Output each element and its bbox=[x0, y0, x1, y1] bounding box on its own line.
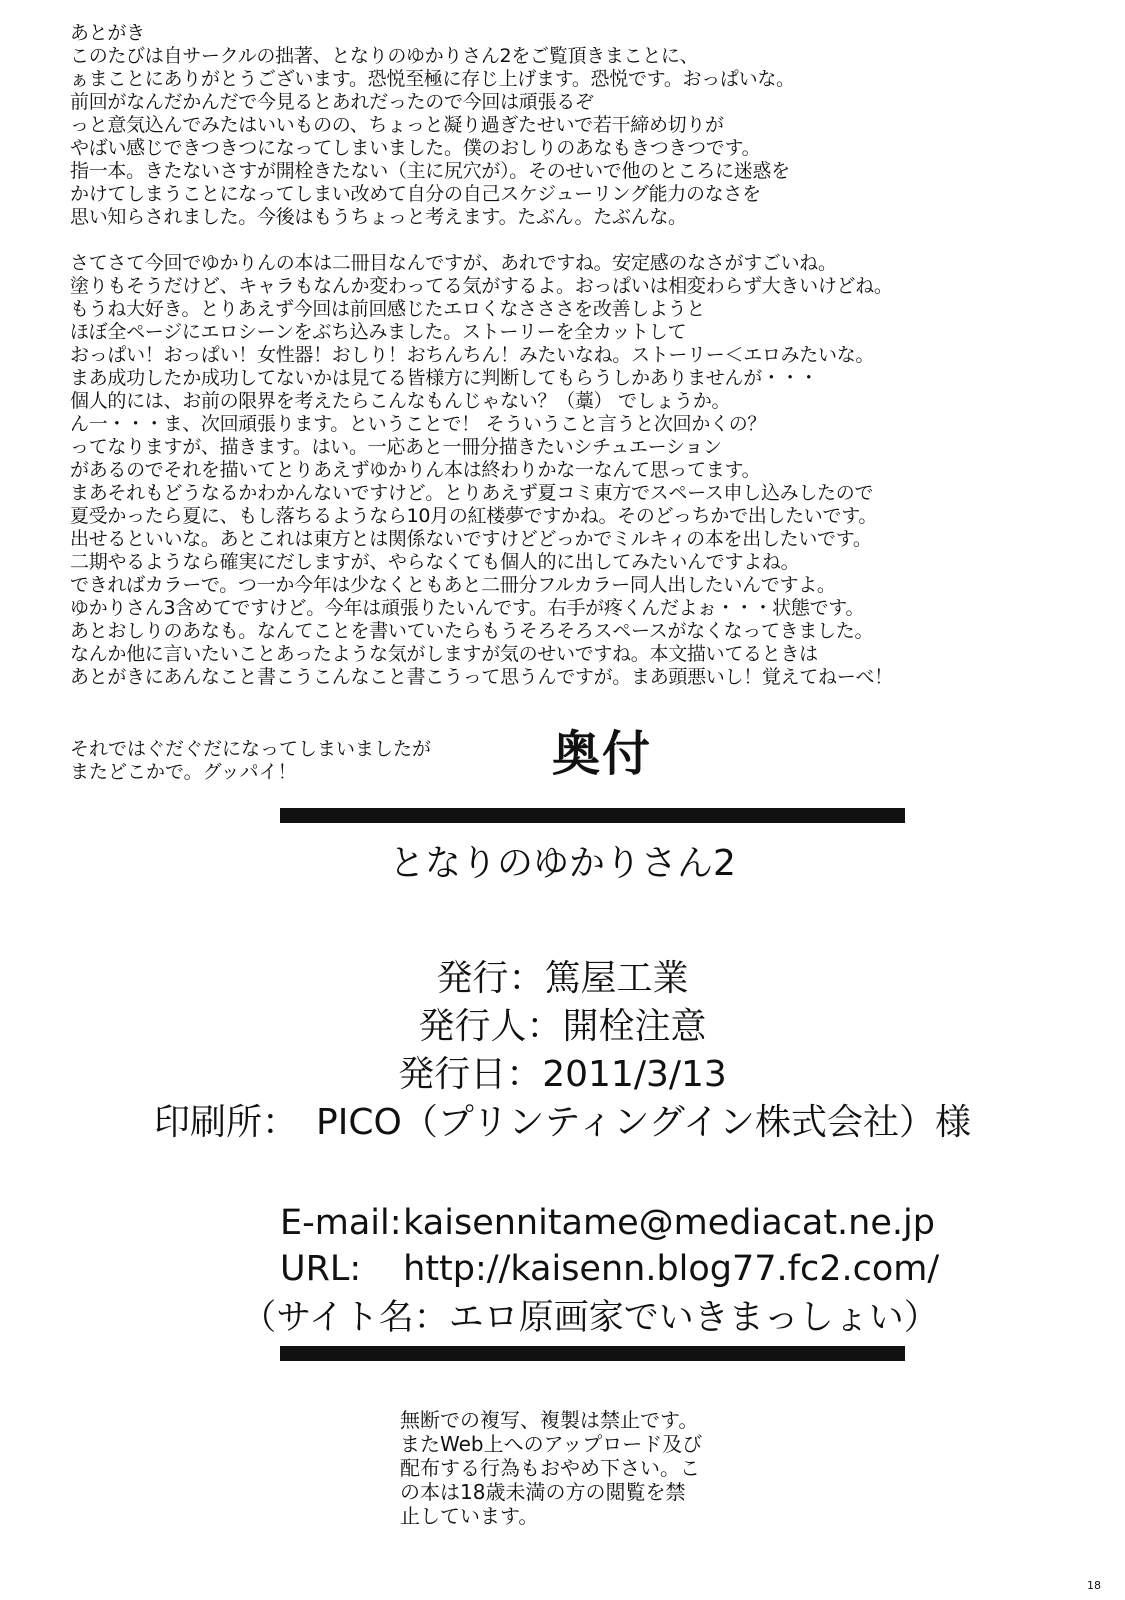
notice-line: の本は18歳未満の方の閲覧を禁 bbox=[400, 1480, 686, 1504]
text-line: ぁまことにありがとうございます。恐悦至極に存じ上げます。恐悦です。おっぱいな。 bbox=[70, 68, 795, 90]
text-line: 思い知らされました。今後はもうちょっと考えます。たぶん。たぶんな。 bbox=[70, 206, 687, 228]
email-label: E-mail: bbox=[280, 1203, 402, 1243]
url-label: URL: bbox=[280, 1249, 362, 1289]
text-line: できればカラーで。つ一か今年は少なくともあと二冊分フルカラー同人出したいんですよ。 bbox=[70, 574, 836, 596]
text-line: ん一・・・ま、次回頑張ります。ということで！ そういうこと言うと次回かくの？ bbox=[70, 413, 767, 435]
text-line: なんか他に言いたいことあったような気がしますが気のせいですね。本文描いてるときは bbox=[70, 643, 818, 665]
text-line: ってなりますが、描きます。はい。一応あと一冊分描きたいシチュエーション bbox=[70, 436, 722, 458]
text-line: があるのでそれを描いてとりあえずゆかりん本は終わりかな一なんて思ってます。 bbox=[70, 459, 761, 481]
text-line: かけてしまうことになってしまい改めて自分の自己スケジューリング能力のなさを bbox=[70, 183, 761, 205]
afterword-heading: あとがき bbox=[70, 22, 145, 44]
site-name: （サイト名：エロ原画家でいきまっしょい） bbox=[241, 1298, 939, 1338]
text-line: 個人的には、お前の限界を考えたらこんなもんじゃない？（藁） でしょうか。 bbox=[70, 390, 731, 412]
url-address: http://kaisenn.blog77.fc2.com/ bbox=[403, 1249, 940, 1289]
afterword-paragraph-1 bbox=[70, 22, 1080, 229]
email-row bbox=[280, 1200, 939, 1246]
colophon-heading: 奥付 bbox=[552, 726, 653, 782]
text-line: 前回がなんだかんだで今見るとあれだったので今回は頑張るぞ bbox=[70, 91, 594, 113]
url-row bbox=[280, 1246, 939, 1292]
text-line: さてさて今回でゆかりんの本は二冊目なんですが、あれですね。安定感のなさがすごいね。 bbox=[70, 252, 837, 274]
divider-bar-bottom bbox=[280, 1346, 905, 1361]
text-line: まあそれもどうなるかわかんないですけど。とりあえず夏コミ東方でスペース申し込みしたので bbox=[70, 482, 874, 504]
book-title: となりのゆかりさん2 bbox=[389, 843, 736, 884]
divider-bar-top bbox=[280, 808, 905, 823]
text-line: ほぼ全ページにエロシーンをぶち込みました。ストーリーを全カットして bbox=[70, 321, 687, 343]
text-line: おっぱい！おっぱい！女性器！おしり！おちんちん！みたいなね。ストーリー＜エロみたいな。 bbox=[70, 344, 875, 366]
afterword-closing bbox=[70, 738, 431, 784]
text-line: このたびは自サークルの拙著、となりのゆかりさん2をご覧頂きまことに、 bbox=[70, 45, 699, 67]
issue-date: 発行日：2011/3/13 bbox=[398, 1054, 727, 1095]
notice-line: 止しています。 bbox=[400, 1504, 539, 1528]
text-line: あとがきにあんなこと書こうこんなこと書こうって思うんですが。まあ頭悪いし！覚えてねーべ！ bbox=[70, 666, 893, 688]
page-number: 18 bbox=[1087, 1579, 1101, 1592]
text-line: 塗りもそうだけど、キャラもなんか変わってる気がするよ。おっぱいは相変わらず大きいけどね。 bbox=[70, 275, 893, 297]
text-line: 指一本。きたないさすが開栓きたない（主に尻穴が）。そのせいで他のところに迷惑を bbox=[70, 160, 790, 182]
publication-info bbox=[0, 955, 1125, 1147]
publisher: 発行：篤屋工業 bbox=[436, 958, 689, 999]
notice-line: 配布する行為もおやめ下さい。こ bbox=[400, 1456, 700, 1480]
text-line: あとおしりのあなも。なんてことを書いていたらもうそろそろスペースがなくなってきました。 bbox=[70, 620, 874, 642]
copyright-notice bbox=[400, 1408, 770, 1528]
email-address: kaisennitame@mediacat.ne.jp bbox=[403, 1203, 935, 1243]
contact-info bbox=[280, 1200, 939, 1292]
text-line: 出せるといいな。あとこれは東方とは関係ないですけどどっかでミルキィの本を出したいです。 bbox=[70, 528, 872, 550]
text-line: 夏受かったら夏に、もし落ちるようなら10月の紅楼夢ですかね。そのどっちかで出したいです。 bbox=[70, 505, 878, 527]
paragraph-gap bbox=[70, 229, 1080, 252]
text-line: まあ成功したか成功してないかは見てる皆様方に判断してもらうしかありませんが・・・ bbox=[70, 367, 819, 389]
afterword-paragraph-2 bbox=[70, 252, 1080, 689]
text-line: やばい感じできつきつになってしまいました。僕のおしりのあなもきつきつです。 bbox=[70, 137, 761, 159]
text-line: っと意気込んでみたはいいものの、ちょっと凝り過ぎたせいで若干締め切りが bbox=[70, 114, 724, 136]
text-line: もうね大好き。とりあえず今回は前回感じたエロくなさささを改善しようと bbox=[70, 298, 706, 320]
issuer: 発行人：開栓注意 bbox=[418, 1006, 707, 1047]
text-line: ゆかりさん3含めてですけど。今年は頑張りたいんです。右手が疼くんだよぉ・・・状態です。 bbox=[70, 597, 865, 619]
printer: 印刷所： PICO（プリンティングイン株式会社）様 bbox=[154, 1102, 971, 1143]
closing-line: それではぐだぐだになってしまいましたが bbox=[70, 738, 432, 760]
notice-line: 無断での複写、複製は禁止です。 bbox=[400, 1408, 699, 1432]
closing-line: またどこかで。グッパイ！ bbox=[70, 761, 297, 783]
afterword bbox=[70, 22, 1080, 689]
text-line: 二期やるようなら確実にだしますが、やらなくても個人的に出してみたいんですよね。 bbox=[70, 551, 800, 573]
notice-line: またWeb上へのアップロード及び bbox=[400, 1432, 703, 1456]
